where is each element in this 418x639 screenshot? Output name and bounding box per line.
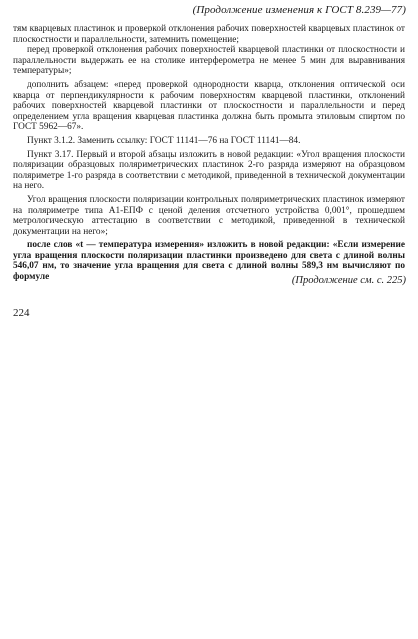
continuation-note: (Продолжение см. с. 225) — [291, 275, 406, 286]
paragraph-6: Угол вращения плоскости поляризации контрольных поляриметрических пластинок измеряют на поляриметре типа А1-ЕПФ с ценой деления отсчетного устройства 0,001°, прошедшем метрологическую аттестацию в соответствии с методикой, приведенной в технической документации на него»; — [13, 194, 405, 237]
paragraph-3: дополнить абзацем: «перед проверкой однородности кварца, отклонения оптической оси кварца от перпендикулярности к рабочим поверхностям кварцевой пластинки, отклонений рабочих поверхностей кварцевой пластинки от плоскостности и параллельности и перед определением угла вращения кварцевая пластинка должна быть промыта этиловым спиртом по ГОСТ 5962—67». — [13, 79, 405, 133]
running-header: (Продолжение изменения к ГОСТ 8.239—77) — [192, 4, 406, 16]
paragraph-4: Пункт 3.1.2. Заменить ссылку: ГОСТ 11141—76 на ГОСТ 11141—84. — [27, 135, 301, 146]
body-text — [13, 24, 405, 283]
paragraph-5: Пункт 3.17. Первый и второй абзацы изложить в новой редакции: «Угол вращения плоскости поляризации образцовых поляриметрических пластинок 2-го разряда измеряют на образцовом поляриметре 1-го разряда в соответствии с методикой, приведенной в технической документации на него. — [13, 149, 405, 192]
page-number: 224 — [13, 307, 30, 319]
paragraph-1: тям кварцевых пластинок и проверкой отклонения рабочих поверхностей кварцевых пластинок от плоскостности и параллельности, затемнить помещение; — [13, 24, 405, 45]
paragraph-7: после слов «t — температура измерения» изложить в новой редакции: «Если измерение угла вращения плоскости поляризации пластинки произведено для света с длиной волны 546,07 нм, то значение угла вращения для света с длиной волны 589,3 нм вычисляют по формуле — [13, 240, 405, 283]
paragraph-2: перед проверкой отклонения рабочих поверхностей кварцевой пластинки от плоскостности и параллельности выдержать ее на столике интерферометра не менее 5 мин для выравнивания температуры»; — [13, 45, 405, 77]
